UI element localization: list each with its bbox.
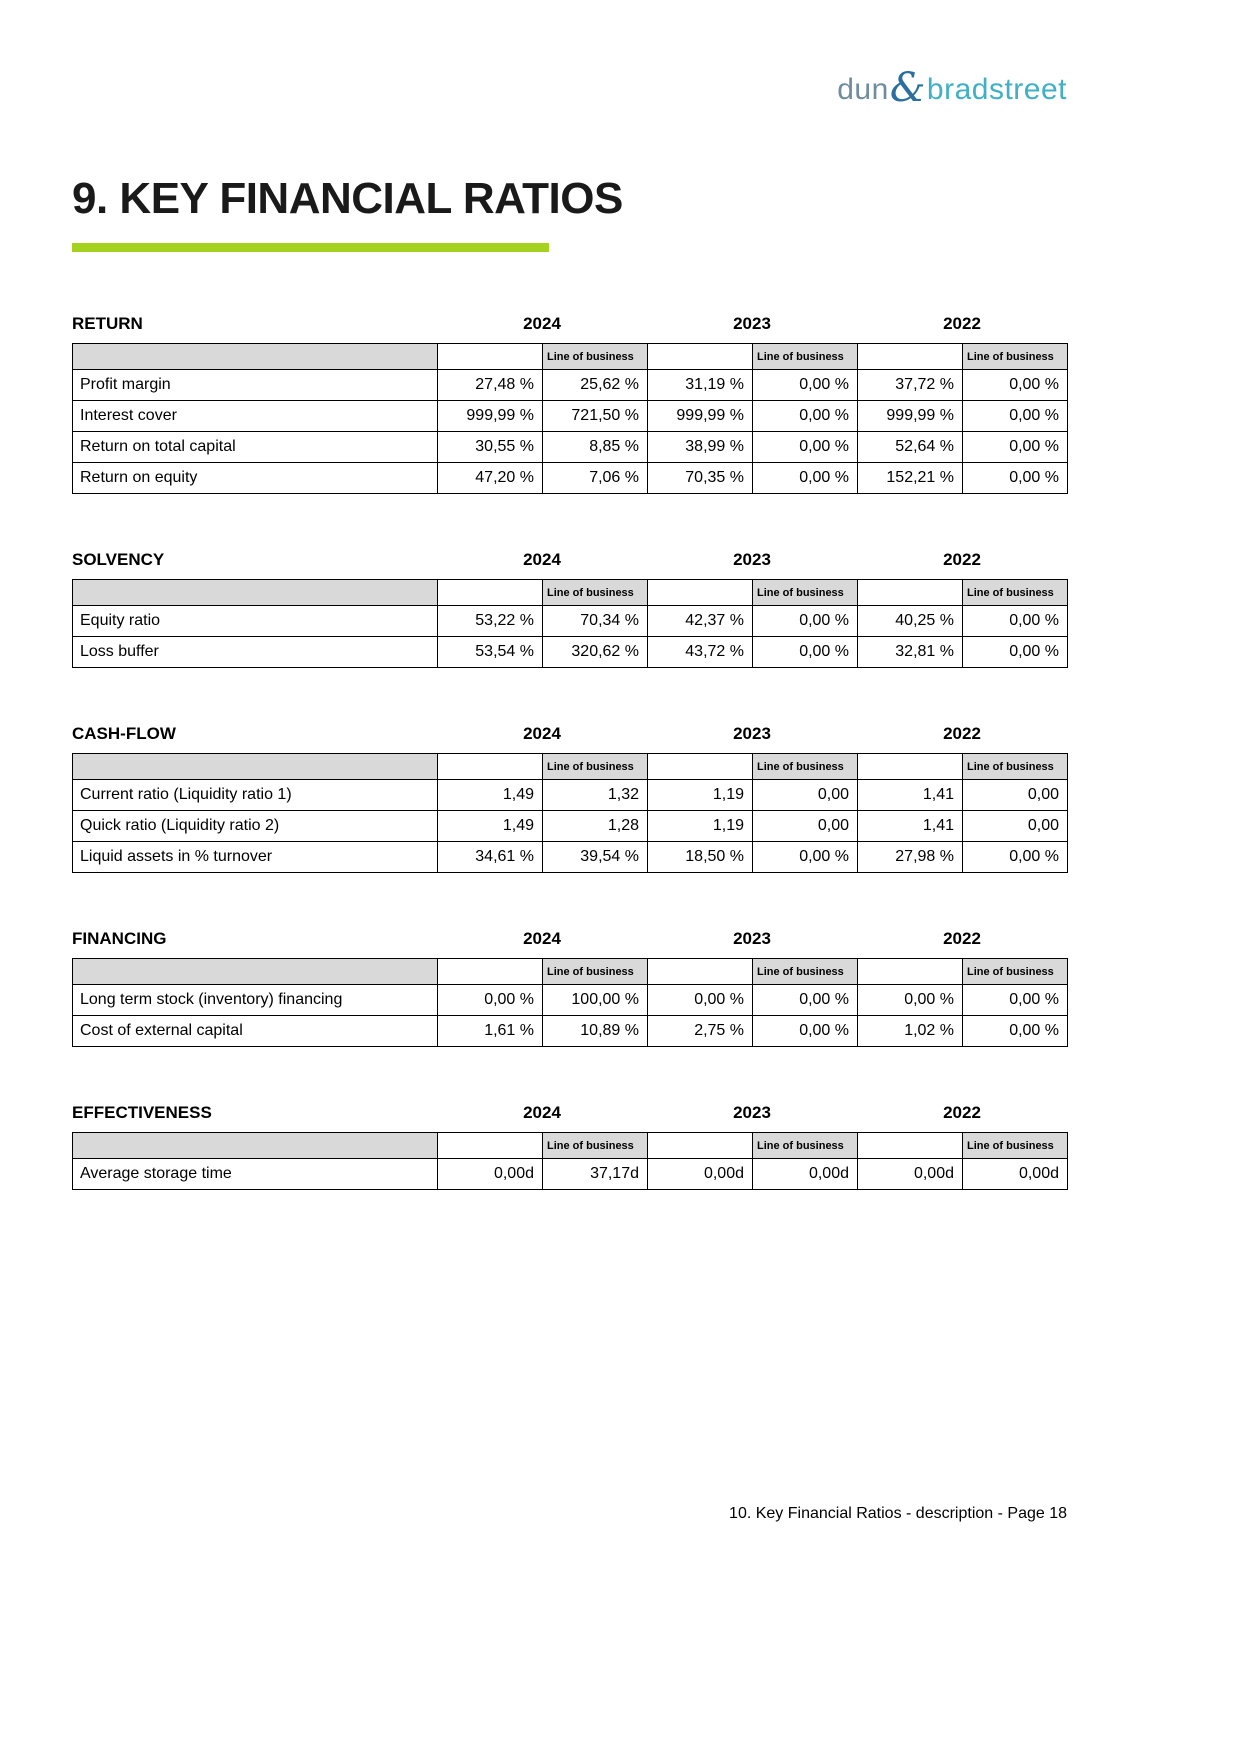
ratio-value: 721,50 % (543, 401, 648, 432)
ratio-value: 0,00d (858, 1159, 963, 1190)
ratios-table (72, 579, 1068, 668)
year-value-header (438, 959, 543, 985)
ratio-value: 0,00d (753, 1159, 858, 1190)
year-value-header (438, 754, 543, 780)
line-of-business-header: Line of business (753, 754, 858, 780)
year-label: 2023 (733, 314, 771, 334)
ratios-table (72, 1132, 1068, 1190)
dnb-logo (837, 65, 1067, 111)
ratio-value: 39,54 % (543, 842, 648, 873)
ratios-table (72, 343, 1068, 494)
line-of-business-header: Line of business (963, 344, 1068, 370)
ratio-value: 37,72 % (858, 370, 963, 401)
page-title: 9. KEY FINANCIAL RATIOS (72, 174, 623, 223)
line-of-business-header: Line of business (963, 959, 1068, 985)
ratio-value: 34,61 % (438, 842, 543, 873)
ratio-label: Loss buffer (73, 637, 438, 668)
table-header-row (73, 959, 1068, 985)
section-header-row (72, 724, 1067, 744)
ratio-value: 0,00 % (753, 1016, 858, 1047)
ratio-value: 0,00 % (648, 985, 753, 1016)
ratio-value: 27,98 % (858, 842, 963, 873)
ratio-row (73, 1016, 1068, 1047)
table-header-row (73, 1133, 1068, 1159)
ratio-value: 1,49 (438, 811, 543, 842)
year-value-header (648, 1133, 753, 1159)
line-of-business-header: Line of business (753, 580, 858, 606)
ratio-value: 7,06 % (543, 463, 648, 494)
ratio-value: 0,00 (753, 811, 858, 842)
line-of-business-header: Line of business (753, 959, 858, 985)
section-header-row (72, 550, 1067, 570)
ratio-value: 1,61 % (438, 1016, 543, 1047)
year-label: 2022 (943, 1103, 981, 1123)
ratio-row (73, 637, 1068, 668)
ratio-value: 2,75 % (648, 1016, 753, 1047)
ratio-value: 0,00 % (753, 432, 858, 463)
year-value-header (858, 344, 963, 370)
sections (72, 314, 1067, 1190)
year-label: 2024 (523, 1103, 561, 1123)
ratio-section (72, 1103, 1067, 1190)
ratio-section (72, 929, 1067, 1047)
year-value-header (648, 959, 753, 985)
logo-ampersand-icon: & (889, 65, 926, 111)
table-header-row (73, 580, 1068, 606)
section-header-row (72, 1103, 1067, 1123)
ratio-value: 0,00 % (963, 463, 1068, 494)
ratio-value: 1,49 (438, 780, 543, 811)
section-title: FINANCING (72, 929, 167, 949)
ratio-value: 0,00 % (753, 401, 858, 432)
year-value-header (858, 1133, 963, 1159)
ratio-value: 1,02 % (858, 1016, 963, 1047)
year-label: 2023 (733, 1103, 771, 1123)
ratio-row (73, 842, 1068, 873)
line-of-business-header: Line of business (963, 580, 1068, 606)
logo-text-dun: dun (837, 73, 889, 106)
table-header-row (73, 344, 1068, 370)
section-title: SOLVENCY (72, 550, 165, 570)
ratio-value: 152,21 % (858, 463, 963, 494)
ratio-value: 25,62 % (543, 370, 648, 401)
table-header-row (73, 754, 1068, 780)
line-of-business-header: Line of business (543, 754, 648, 780)
label-column-header (73, 959, 438, 985)
label-column-header (73, 580, 438, 606)
ratio-value: 31,19 % (648, 370, 753, 401)
year-label: 2024 (523, 550, 561, 570)
section-header-row (72, 314, 1067, 334)
ratio-row (73, 1159, 1068, 1190)
year-label: 2024 (523, 929, 561, 949)
ratio-value: 1,41 (858, 780, 963, 811)
year-label: 2022 (943, 724, 981, 744)
logo-text-bradstreet: bradstreet (926, 73, 1067, 106)
year-label: 2022 (943, 929, 981, 949)
ratio-value: 0,00 % (753, 637, 858, 668)
year-label: 2023 (733, 724, 771, 744)
main-content (72, 175, 1067, 1246)
ratio-value: 0,00d (963, 1159, 1068, 1190)
ratios-table (72, 753, 1068, 873)
ratio-value: 1,28 (543, 811, 648, 842)
ratio-value: 8,85 % (543, 432, 648, 463)
year-label: 2023 (733, 929, 771, 949)
ratio-value: 0,00 % (963, 370, 1068, 401)
line-of-business-header: Line of business (753, 344, 858, 370)
ratio-value: 0,00 % (963, 985, 1068, 1016)
ratio-value: 53,54 % (438, 637, 543, 668)
label-column-header (73, 344, 438, 370)
ratio-value: 0,00 % (963, 842, 1068, 873)
ratio-row (73, 370, 1068, 401)
ratio-label: Current ratio (Liquidity ratio 1) (73, 780, 438, 811)
ratio-value: 38,99 % (648, 432, 753, 463)
ratio-value: 0,00 % (753, 985, 858, 1016)
year-label: 2024 (523, 724, 561, 744)
title-accent-bar (72, 243, 549, 252)
ratio-value: 999,99 % (648, 401, 753, 432)
ratio-row (73, 432, 1068, 463)
line-of-business-header: Line of business (963, 1133, 1068, 1159)
ratio-value: 1,32 (543, 780, 648, 811)
ratio-label: Liquid assets in % turnover (73, 842, 438, 873)
ratio-label: Profit margin (73, 370, 438, 401)
ratio-value: 70,35 % (648, 463, 753, 494)
line-of-business-header: Line of business (963, 754, 1068, 780)
line-of-business-header: Line of business (753, 1133, 858, 1159)
year-value-header (438, 580, 543, 606)
line-of-business-header: Line of business (543, 580, 648, 606)
ratio-value: 0,00 % (963, 432, 1068, 463)
ratio-value: 999,99 % (438, 401, 543, 432)
line-of-business-header: Line of business (543, 1133, 648, 1159)
ratio-section (72, 724, 1067, 873)
ratio-value: 0,00 % (753, 463, 858, 494)
ratio-value: 53,22 % (438, 606, 543, 637)
section-title: CASH-FLOW (72, 724, 176, 744)
year-value-header (858, 754, 963, 780)
ratio-value: 100,00 % (543, 985, 648, 1016)
year-value-header (438, 1133, 543, 1159)
ratio-section (72, 550, 1067, 668)
label-column-header (73, 1133, 438, 1159)
ratio-value: 320,62 % (543, 637, 648, 668)
ratio-value: 1,19 (648, 811, 753, 842)
ratio-value: 1,41 (858, 811, 963, 842)
line-of-business-header: Line of business (543, 344, 648, 370)
ratio-value: 0,00 % (753, 370, 858, 401)
section-header-row (72, 929, 1067, 949)
year-value-header (858, 959, 963, 985)
section-title: EFFECTIVENESS (72, 1103, 212, 1123)
line-of-business-header: Line of business (543, 959, 648, 985)
ratio-value: 0,00 (963, 780, 1068, 811)
ratio-row (73, 780, 1068, 811)
ratio-section (72, 314, 1067, 494)
ratio-value: 0,00 % (963, 401, 1068, 432)
ratio-value: 0,00d (438, 1159, 543, 1190)
ratio-label: Return on equity (73, 463, 438, 494)
ratio-row (73, 606, 1068, 637)
ratios-table (72, 958, 1068, 1047)
ratio-value: 0,00 % (963, 1016, 1068, 1047)
ratio-value: 18,50 % (648, 842, 753, 873)
ratio-value: 0,00 % (963, 637, 1068, 668)
ratio-label: Equity ratio (73, 606, 438, 637)
year-value-header (438, 344, 543, 370)
ratio-row (73, 811, 1068, 842)
ratio-label: Long term stock (inventory) financing (73, 985, 438, 1016)
ratio-value: 42,37 % (648, 606, 753, 637)
ratio-value: 40,25 % (858, 606, 963, 637)
section-title: RETURN (72, 314, 143, 334)
year-value-header (858, 580, 963, 606)
ratio-label: Cost of external capital (73, 1016, 438, 1047)
ratio-label: Return on total capital (73, 432, 438, 463)
ratio-value: 47,20 % (438, 463, 543, 494)
ratio-value: 0,00 (753, 780, 858, 811)
ratio-value: 30,55 % (438, 432, 543, 463)
ratio-row (73, 985, 1068, 1016)
year-value-header (648, 754, 753, 780)
year-value-header (648, 344, 753, 370)
ratio-value: 0,00 % (858, 985, 963, 1016)
ratio-label: Quick ratio (Liquidity ratio 2) (73, 811, 438, 842)
ratio-row (73, 463, 1068, 494)
ratio-value: 70,34 % (543, 606, 648, 637)
ratio-value: 32,81 % (858, 637, 963, 668)
ratio-value: 0,00 % (963, 606, 1068, 637)
year-label: 2022 (943, 314, 981, 334)
ratio-value: 1,19 (648, 780, 753, 811)
ratio-value: 0,00 (963, 811, 1068, 842)
ratio-value: 999,99 % (858, 401, 963, 432)
ratio-value: 43,72 % (648, 637, 753, 668)
ratio-value: 0,00 % (753, 606, 858, 637)
page-footer: 10. Key Financial Ratios - description - Page 18 (729, 1505, 1067, 1522)
year-label: 2023 (733, 550, 771, 570)
year-label: 2022 (943, 550, 981, 570)
ratio-row (73, 401, 1068, 432)
year-value-header (648, 580, 753, 606)
ratio-value: 27,48 % (438, 370, 543, 401)
label-column-header (73, 754, 438, 780)
ratio-value: 10,89 % (543, 1016, 648, 1047)
ratio-value: 0,00 % (438, 985, 543, 1016)
ratio-label: Interest cover (73, 401, 438, 432)
ratio-value: 0,00 % (753, 842, 858, 873)
ratio-value: 0,00d (648, 1159, 753, 1190)
ratio-label: Average storage time (73, 1159, 438, 1190)
year-label: 2024 (523, 314, 561, 334)
ratio-value: 52,64 % (858, 432, 963, 463)
ratio-value: 37,17d (543, 1159, 648, 1190)
